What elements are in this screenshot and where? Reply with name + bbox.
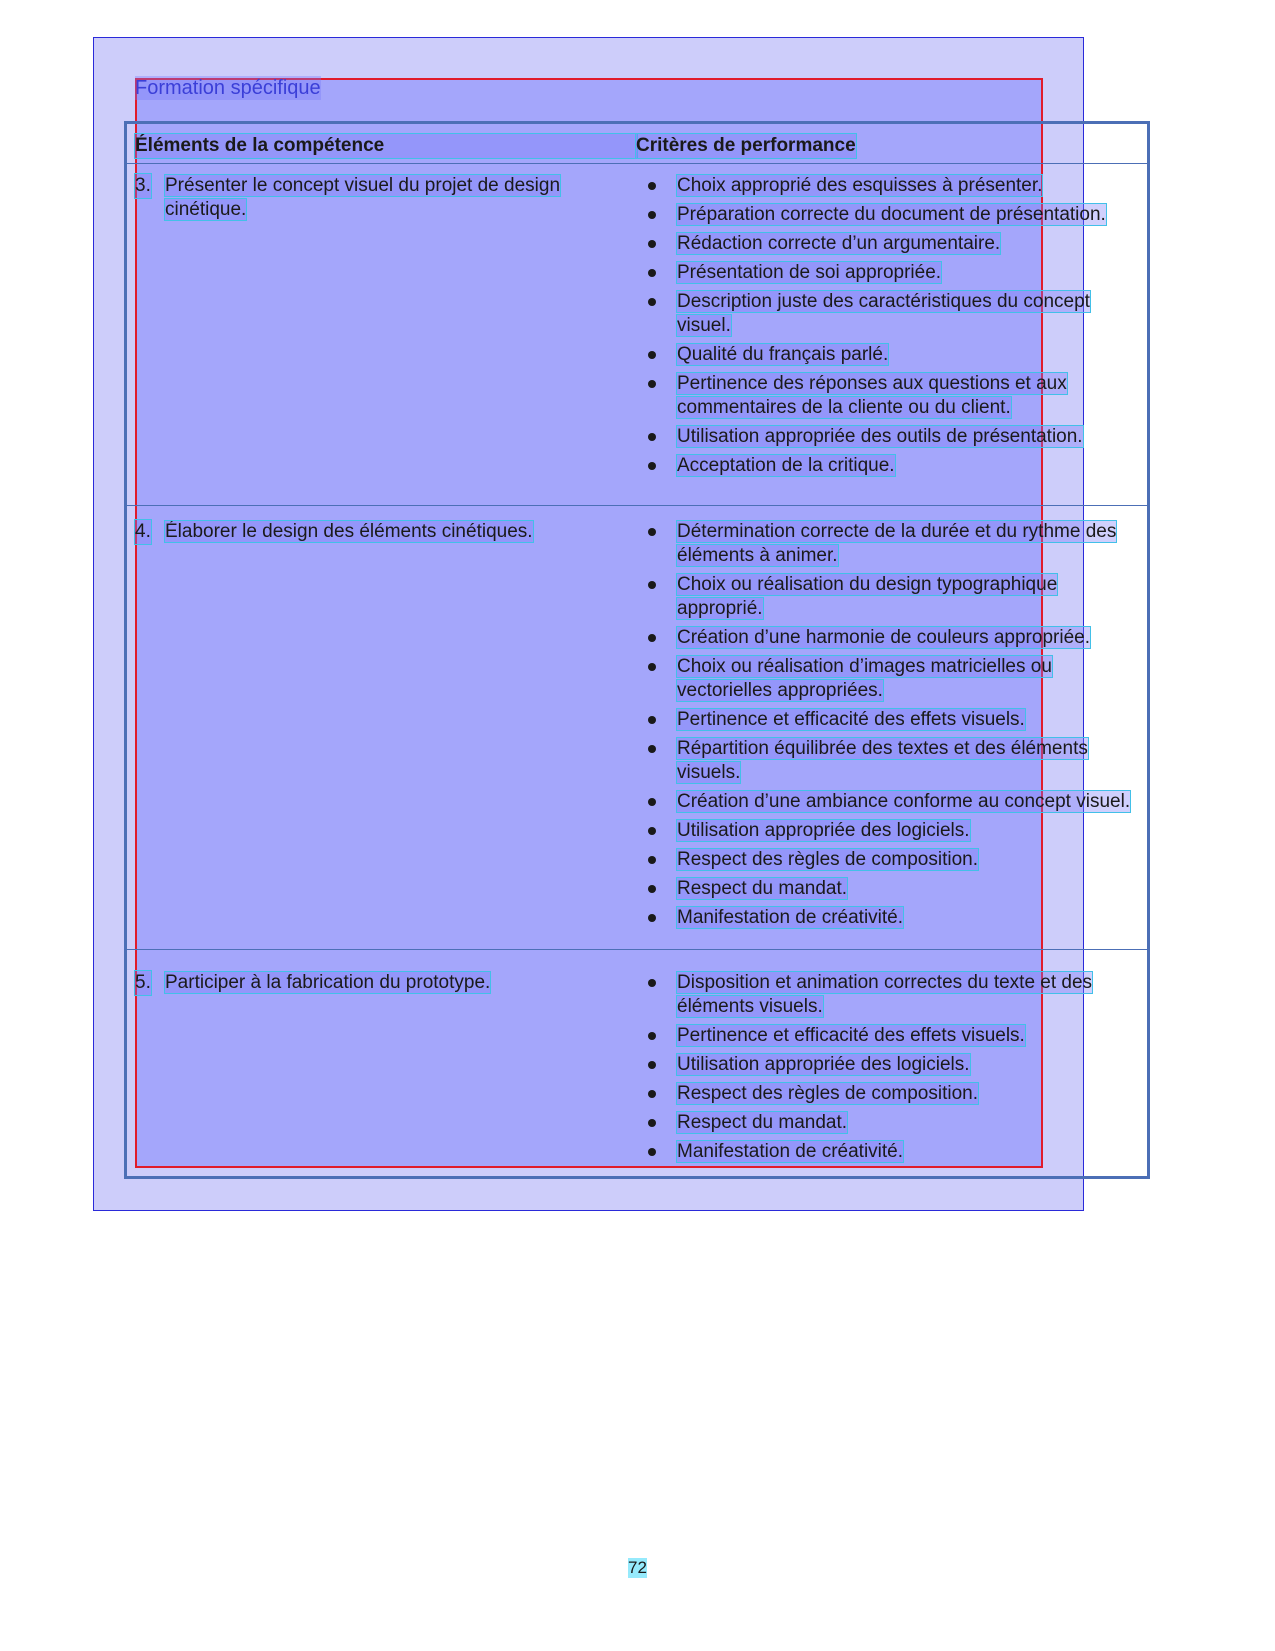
criterion-text: Choix ou réalisation du design typographique approprié.: [677, 574, 1058, 619]
competence-element: [135, 174, 645, 222]
element-label: Élaborer le design des éléments cinétiques.: [165, 521, 533, 542]
element-label: Participer à la fabrication du prototype.: [165, 972, 491, 993]
bullet-icon: [648, 1061, 656, 1069]
list-item: [648, 232, 1133, 256]
list-item: [648, 573, 1133, 621]
criterion-text: Choix approprié des esquisses à présenter.: [677, 175, 1043, 196]
list-item: [648, 819, 1133, 843]
bullet-icon: [648, 269, 656, 277]
criterion-text: Détermination correcte de la durée et du rythme des éléments à animer.: [677, 521, 1117, 566]
criterion-text: Respect des règles de composition.: [677, 1083, 978, 1104]
competence-element: [135, 971, 645, 995]
bullet-icon: [648, 380, 656, 388]
bullet-icon: [648, 634, 656, 642]
page-number: 72: [628, 1558, 647, 1577]
element-number: 3.: [135, 175, 151, 196]
table-header-divider: [124, 163, 1150, 164]
criterion-text: Manifestation de créativité.: [677, 1141, 904, 1162]
bullet-icon: [648, 663, 656, 671]
criterion-text: Préparation correcte du document de présentation.: [677, 204, 1106, 225]
list-item: [648, 454, 1133, 478]
list-item: [648, 626, 1133, 650]
bullet-icon: [648, 211, 656, 219]
element-number: 4.: [135, 521, 151, 542]
criteria-list: [648, 520, 1133, 935]
list-item: [648, 906, 1133, 930]
list-item: [648, 1053, 1133, 1077]
criterion-text: Utilisation appropriée des logiciels.: [677, 1054, 970, 1075]
criterion-text: Rédaction correcte d’un argumentaire.: [677, 233, 1001, 254]
criterion-text: Respect du mandat.: [677, 878, 848, 899]
criterion-text: Création d’une harmonie de couleurs appropriée.: [677, 627, 1090, 648]
list-item: [648, 203, 1133, 227]
criterion-text: Qualité du français parlé.: [677, 344, 889, 365]
bullet-icon: [648, 182, 656, 190]
list-item: [648, 520, 1133, 568]
criterion-text: Utilisation appropriée des outils de présentation.: [677, 426, 1083, 447]
list-item: [648, 174, 1133, 198]
element-text: [165, 520, 645, 544]
list-item: [648, 343, 1133, 367]
bullet-icon: [648, 462, 656, 470]
criterion-text: Pertinence des réponses aux questions et aux commentaires de la cliente ou du client.: [677, 373, 1067, 418]
bullet-icon: [648, 827, 656, 835]
bullet-icon: [648, 298, 656, 306]
bullet-icon: [648, 716, 656, 724]
criterion-text: Utilisation appropriée des logiciels.: [677, 820, 970, 841]
bullet-icon: [648, 581, 656, 589]
bullet-icon: [648, 1148, 656, 1156]
header-criteria: Critères de performance: [636, 135, 856, 156]
list-item: [648, 790, 1133, 814]
bullet-icon: [648, 914, 656, 922]
element-label: Présenter le concept visuel du projet de design cinétique.: [165, 175, 561, 220]
list-item: [648, 877, 1133, 901]
header-elements: Éléments de la compétence: [135, 134, 637, 158]
row-divider: [124, 505, 1150, 506]
criterion-text: Pertinence et efficacité des effets visuels.: [677, 1025, 1025, 1046]
criterion-text: Pertinence et efficacité des effets visuels.: [677, 709, 1025, 730]
criterion-text: Respect du mandat.: [677, 1112, 848, 1133]
bullet-icon: [648, 1090, 656, 1098]
bullet-icon: [648, 240, 656, 248]
list-item: [648, 290, 1133, 338]
bullet-icon: [648, 528, 656, 536]
list-item: [648, 425, 1133, 449]
criterion-text: Création d’une ambiance conforme au concept visuel.: [677, 791, 1131, 812]
list-item: [648, 655, 1133, 703]
list-item: [648, 1140, 1133, 1164]
list-item: [648, 737, 1133, 785]
list-item: [648, 372, 1133, 420]
bullet-icon: [648, 433, 656, 441]
criteria-list: [648, 174, 1133, 483]
row-divider: [124, 949, 1150, 950]
criterion-text: Respect des règles de composition.: [677, 849, 978, 870]
element-text: [165, 174, 645, 222]
criterion-text: Disposition et animation correctes du texte et des éléments visuels.: [677, 972, 1093, 1017]
bullet-icon: [648, 885, 656, 893]
list-item: [648, 971, 1133, 1019]
list-item: [648, 848, 1133, 872]
element-text: [165, 971, 645, 995]
criteria-list: [648, 971, 1133, 1169]
section-title: Formation spécifique: [135, 77, 321, 99]
criterion-text: Présentation de soi appropriée.: [677, 262, 942, 283]
list-item: [648, 708, 1133, 732]
criterion-text: Description juste des caractéristiques du concept visuel.: [677, 291, 1090, 336]
bullet-icon: [648, 798, 656, 806]
criterion-text: Acceptation de la critique.: [677, 455, 895, 476]
list-item: [648, 261, 1133, 285]
bullet-icon: [648, 745, 656, 753]
bullet-icon: [648, 856, 656, 864]
criterion-text: Répartition équilibrée des textes et des éléments visuels.: [677, 738, 1088, 783]
list-item: [648, 1111, 1133, 1135]
element-number: 5.: [135, 972, 151, 993]
bullet-icon: [648, 979, 656, 987]
list-item: [648, 1024, 1133, 1048]
competence-element: [135, 520, 645, 544]
list-item: [648, 1082, 1133, 1106]
bullet-icon: [648, 351, 656, 359]
bullet-icon: [648, 1032, 656, 1040]
criterion-text: Choix ou réalisation d’images matricielles ou vectorielles appropriées.: [677, 656, 1052, 701]
bullet-icon: [648, 1119, 656, 1127]
criterion-text: Manifestation de créativité.: [677, 907, 904, 928]
